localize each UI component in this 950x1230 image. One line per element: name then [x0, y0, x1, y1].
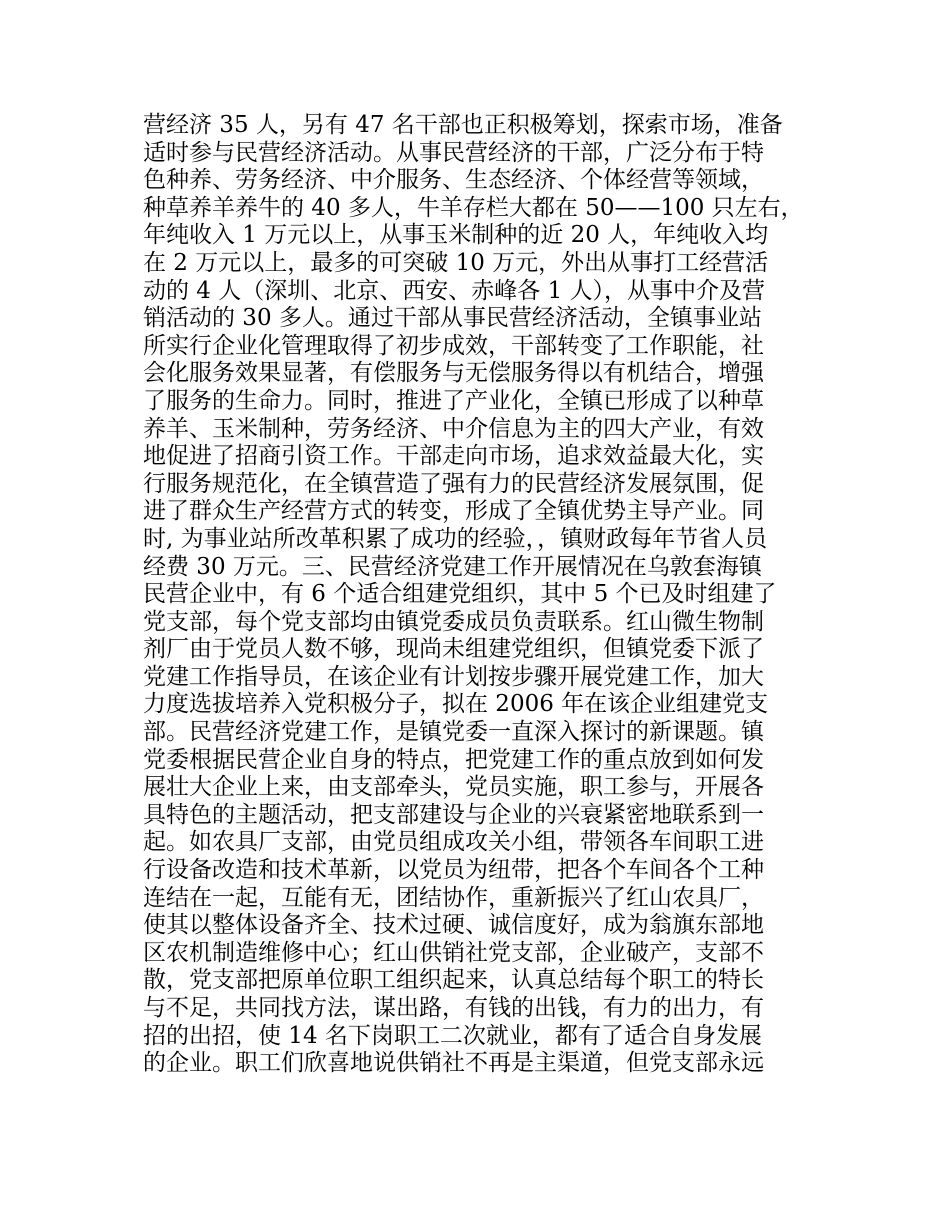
text-line: 养羊、玉米制种，劳务经济、中介信息为主的四大产业，有效: [143, 415, 764, 442]
text-line: 连结在一起，互能有无，团结协作，重新振兴了红山农具厂，: [143, 884, 764, 911]
text-line: 年纯收入 1 万元以上，从事玉米制种的近 20 人，年纯收入均: [143, 222, 769, 249]
text-line: 时, 为事业站所改革积累了成功的经验，，镇财政每年节省人员: [143, 525, 768, 552]
text-line: 起。如农具厂支部，由党员组成攻关小组，带领各车间职工进: [143, 829, 764, 856]
text-line: 了服务的生命力。同时，推进了产业化，全镇已形成了以种草: [143, 387, 764, 414]
text-line: 适时参与民营经济活动。从事民营经济的干部，广泛分布于特: [143, 139, 764, 166]
text-line: 力度选拔培养入党积极分子，拟在 2006 年在该企业组建党支: [143, 691, 769, 718]
text-line: 区农机制造维修中心；红山供销社党支部，企业破产，支部不: [143, 939, 764, 966]
text-line: 使其以整体设备齐全、技术过硬、诚信度好，成为翁旗东部地: [143, 912, 764, 939]
text-line: 色种养、劳务经济、中介服务、生态经济、个体经营等领域，: [143, 167, 764, 194]
text-line: 散，党支部把原单位职工组织起来，认真总结每个职工的特长: [143, 967, 764, 994]
text-line: 销活动的 30 多人。通过干部从事民营经济活动，全镇事业站: [143, 305, 762, 332]
text-line: 民营企业中，有 6 个适合组建党组织，其中 5 个已及时组建了: [143, 581, 777, 608]
text-line: 所实行企业化管理取得了初步成效，干部转变了工作职能，社: [143, 332, 764, 359]
text-line: 党建工作指导员，在该企业有计划按步骤开展党建工作，加大: [143, 663, 764, 690]
text-line: 展壮大企业上来，由支部牵头，党员实施，职工参与，开展各: [143, 774, 764, 801]
text-line: 动的 4 人（深圳、北京、西安、赤峰各 1 人），从事中介及营: [143, 277, 766, 304]
text-line: 行服务规范化，在全镇营造了强有力的民营经济发展氛围，促: [143, 470, 764, 497]
text-line: 会化服务效果显著，有偿服务与无偿服务得以有机结合，增强: [143, 360, 764, 387]
text-line: 在 2 万元以上，最多的可突破 10 万元，外出从事打工经营活: [143, 249, 769, 276]
text-line: 党委根据民营企业自身的特点，把党建工作的重点放到如何发: [143, 746, 764, 773]
text-line: 行设备改造和技术革新，以党员为纽带，把各个车间各个工种: [143, 857, 764, 884]
text-line: 种草养羊养牛的 40 多人，牛羊存栏大都在 50——100 只左右，: [143, 194, 804, 221]
text-line: 党支部，每个党支部均由镇党委成员负责联系。红山微生物制: [143, 608, 764, 635]
text-line: 经费 30 万元。三、民营经济党建工作开展情况在乌敦套海镇: [143, 553, 762, 580]
text-line: 部。民营经济党建工作，是镇党委一直深入探讨的新课题。镇: [143, 719, 764, 746]
text-line: 招的出招，使 14 名下岗职工二次就业，都有了适合自身发展: [143, 1022, 762, 1049]
text-line: 地促进了招商引资工作。干部走向市场，追求效益最大化，实: [143, 443, 764, 470]
text-line: 与不足，共同找方法，谋出路，有钱的出钱，有力的出力，有: [143, 995, 764, 1021]
text-line: 营经济 35 人，另有 47 名干部也正积极筹划，探索市场，准备: [143, 112, 783, 138]
text-line: 具特色的主题活动，把支部建设与企业的兴衰紧密地联系到一: [143, 801, 764, 828]
body-text: [143, 112, 833, 1078]
text-line: 进了群众生产经营方式的转变，形成了全镇优势主导产业。同: [143, 498, 764, 525]
text-line: 剂厂由于党员人数不够，现尚未组建党组织，但镇党委下派了: [143, 636, 764, 663]
text-line: 的企业。职工们欣喜地说供销社不再是主渠道，但党支部永远: [143, 1050, 764, 1077]
